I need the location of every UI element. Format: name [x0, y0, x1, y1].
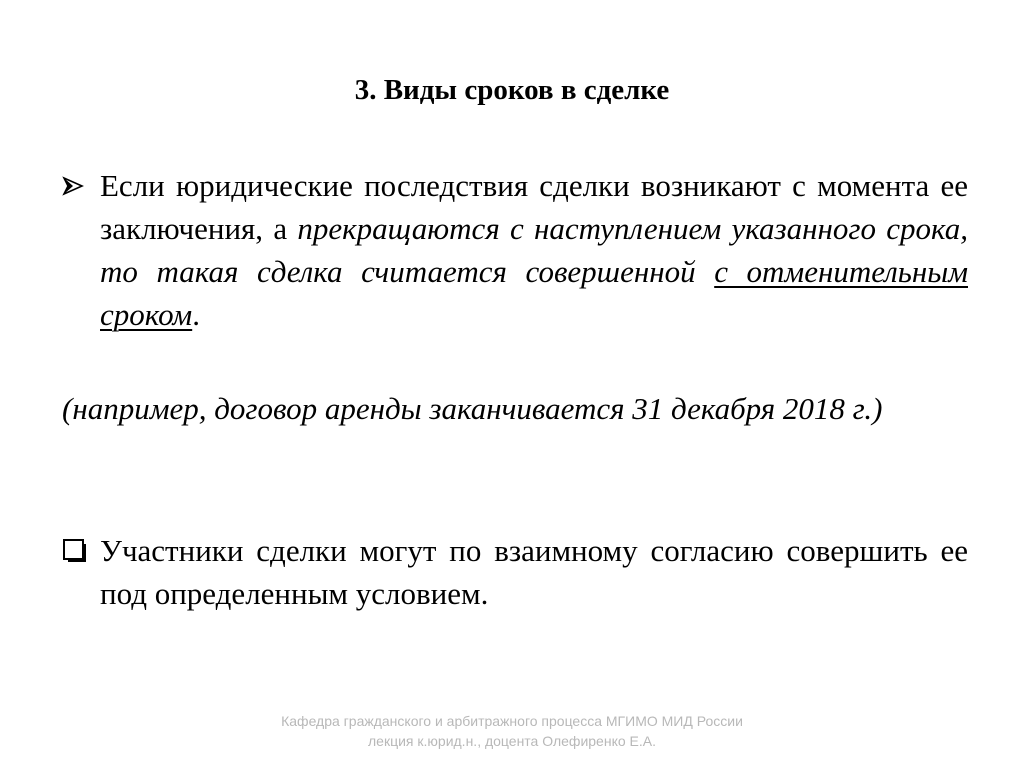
bullet-item-resolutive-term: [62, 164, 968, 336]
slide-footer: [0, 711, 1024, 751]
example-text: (например, договор аренды заканчивается 31 декабря 2018 г.): [62, 391, 883, 426]
bullet-item-condition: [62, 529, 968, 615]
bullet-text-plain: Если юридические последствия сделки возникают с момента ее заключения, а: [100, 168, 968, 246]
bullet-text-end: .: [192, 297, 200, 332]
slide-title: 3. Виды сроков в сделке: [354, 74, 670, 106]
arrow-bullet-icon: [62, 164, 98, 207]
bullet-text-italic: прекращаются с наступлением указанного срока, то такая сделка считается совершенной: [100, 211, 968, 289]
bullet-text-underlined-term: с отменительным сроком: [100, 254, 968, 332]
footer-line-department: Кафедра гражданского и арбитражного процесса МГИМО МИД России: [281, 713, 743, 729]
footer-line-lecturer: лекция к.юрид.н., доцента Олефиренко Е.А.: [368, 733, 656, 749]
bullet-text: Участники сделки могут по взаимному согласию совершить ее под определенным условием.: [100, 533, 968, 611]
checkbox-bullet-icon: [62, 529, 98, 572]
bullet-text: [100, 164, 968, 336]
